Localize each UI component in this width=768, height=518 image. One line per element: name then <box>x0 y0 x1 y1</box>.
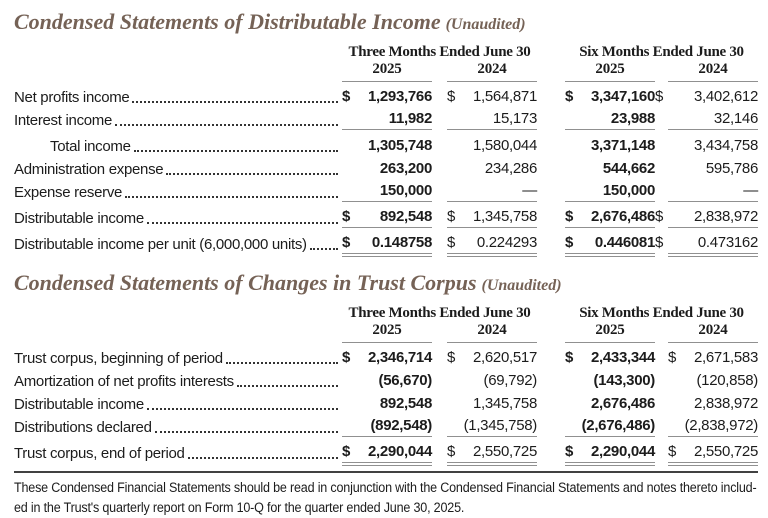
row-label: Total income <box>50 138 131 155</box>
amount-value: 32,146 <box>713 110 758 127</box>
table-row <box>14 440 758 463</box>
amount-value: 263,200 <box>379 160 432 177</box>
amount-value: 0.224293 <box>476 234 537 251</box>
year-header: 2024 <box>668 322 758 343</box>
amount-cell <box>668 417 758 437</box>
year-header-row <box>14 61 758 82</box>
amount-cell <box>565 160 655 179</box>
amount-cell <box>342 417 432 437</box>
amount-value: 1,293,766 <box>367 88 432 105</box>
amount-cell <box>447 208 537 228</box>
dollar-sign: $ <box>342 88 351 105</box>
amount-value: 2,676,486 <box>590 395 655 412</box>
amount-cell <box>565 234 655 254</box>
amount-value: 2,838,972 <box>693 395 758 412</box>
dot-leader <box>310 248 338 250</box>
amount-value: 2,676,486 <box>590 208 655 225</box>
table-row <box>14 205 758 228</box>
amount-cell <box>447 182 537 202</box>
amount-cell <box>342 88 432 107</box>
row-label: Distributable income <box>14 210 144 227</box>
dot-leader <box>166 173 338 175</box>
year-header: 2025 <box>342 322 432 343</box>
table-row <box>14 414 758 437</box>
year-header: 2025 <box>342 61 432 82</box>
amount-value: — <box>522 182 537 199</box>
dot-leader <box>147 408 338 410</box>
amount-cell <box>668 349 758 368</box>
dot-leader <box>237 385 338 387</box>
amount-cell <box>342 208 432 228</box>
distributable-income-section <box>14 9 758 254</box>
year-header: 2024 <box>447 61 537 82</box>
distributable-income-table <box>14 43 758 254</box>
dollar-sign: $ <box>447 443 456 460</box>
amount-value: 23,988 <box>610 110 655 127</box>
amount-cell <box>447 395 537 414</box>
amount-value: (2,838,972) <box>684 417 758 434</box>
amount-cell <box>447 137 537 156</box>
year-header-spacer <box>14 61 342 82</box>
dot-leader <box>115 124 338 126</box>
amount-cell <box>447 372 537 391</box>
amount-cell <box>342 160 432 179</box>
amount-cell <box>668 182 758 202</box>
dollar-sign: $ <box>565 443 574 460</box>
amount-value: 544,662 <box>602 160 655 177</box>
amount-value: 150,000 <box>602 182 655 199</box>
amount-cell <box>447 110 537 130</box>
amount-value: 0.446081 <box>594 234 655 251</box>
amount-value: 892,548 <box>379 395 432 412</box>
amount-cell <box>668 110 758 130</box>
year-header-spacer <box>14 322 342 343</box>
dot-leader <box>147 222 338 224</box>
trust-corpus-section <box>14 270 758 463</box>
dollar-sign: $ <box>342 349 351 366</box>
amount-value: 0.473162 <box>697 234 758 251</box>
row-label: Net profits income <box>14 89 130 106</box>
amount-cell <box>342 349 432 368</box>
amount-value: (2,676,486) <box>581 417 655 434</box>
amount-cell <box>655 208 758 228</box>
table-row <box>14 179 758 202</box>
amount-cell <box>342 372 432 391</box>
dollar-sign: $ <box>342 208 351 225</box>
dollar-sign: $ <box>565 234 574 251</box>
amount-cell <box>668 372 758 391</box>
amount-value: 3,434,758 <box>693 137 758 154</box>
row-label: Amortization of net profits interests <box>14 373 234 390</box>
dollar-sign: $ <box>565 88 574 105</box>
amount-cell <box>668 160 758 179</box>
dollar-sign: $ <box>342 234 351 251</box>
amount-value: 2,671,583 <box>693 349 758 366</box>
amount-value: 1,305,748 <box>367 137 432 154</box>
amount-cell <box>565 88 655 107</box>
table-row <box>14 368 758 391</box>
column-group-header-three-months: Three Months Ended June 30 <box>348 44 531 60</box>
column-group-spacer <box>14 43 342 61</box>
column-group-spacer <box>14 304 342 322</box>
amount-value: 3,347,160 <box>590 88 655 105</box>
section-title-suffix: (Unaudited) <box>445 16 526 33</box>
dollar-sign: $ <box>447 208 456 225</box>
dot-leader <box>125 196 338 198</box>
footer-note-line-2: ed in the Trust's quarterly report on Form 10-Q for the quarter ended June 30, 2025. <box>14 500 465 515</box>
footer-note-text <box>14 478 761 518</box>
amount-value: 11,982 <box>388 110 432 127</box>
dot-leader <box>226 362 338 364</box>
dollar-sign: $ <box>668 443 677 460</box>
amount-cell <box>565 137 655 156</box>
amount-value: 2,433,344 <box>590 349 655 366</box>
amount-cell <box>342 234 432 254</box>
dot-leader <box>188 457 338 459</box>
amount-value: 1,580,044 <box>472 137 537 154</box>
row-label: Interest income <box>14 112 113 129</box>
table-row <box>14 345 758 368</box>
section-title <box>14 9 758 38</box>
table-row <box>14 391 758 414</box>
amount-cell <box>447 417 537 437</box>
dollar-sign: $ <box>655 208 664 225</box>
table-row <box>14 133 758 156</box>
dollar-sign: $ <box>447 349 456 366</box>
column-group-header-three-months: Three Months Ended June 30 <box>348 305 531 321</box>
column-group-header-row <box>14 43 758 61</box>
column-group-header-six-months: Six Months Ended June 30 <box>579 44 744 60</box>
section-title-text: Condensed Statements of Changes in Trust Corpus <box>14 270 477 295</box>
table-row <box>14 156 758 179</box>
amount-value: 2,550,725 <box>472 443 537 460</box>
amount-value: (56,670) <box>378 372 432 389</box>
row-label: Distributions declared <box>14 419 152 436</box>
amount-value: 1,564,871 <box>472 88 537 105</box>
amount-value: 1,345,758 <box>472 208 537 225</box>
amount-value: 2,290,044 <box>590 443 655 460</box>
row-label: Trust corpus, beginning of period <box>14 350 223 367</box>
footer-note-line-1: These Condensed Financial Statements should be read in conjunction with the Condensed Financial Statements and notes thereto includ- <box>14 480 757 495</box>
table-row <box>14 84 758 107</box>
amount-value: 0.148758 <box>371 234 432 251</box>
amount-cell <box>565 417 655 437</box>
amount-cell <box>655 234 758 254</box>
year-header-row <box>14 322 758 343</box>
amount-value: 2,290,044 <box>367 443 432 460</box>
amount-cell <box>565 208 655 228</box>
section-title-text: Condensed Statements of Distributable Income <box>14 9 441 34</box>
amount-cell <box>668 443 758 463</box>
column-group-header-six-months: Six Months Ended June 30 <box>579 305 744 321</box>
section-title <box>14 270 758 299</box>
amount-cell <box>565 110 655 130</box>
dot-leader <box>155 431 338 433</box>
dollar-sign: $ <box>342 443 351 460</box>
dollar-sign: $ <box>668 349 677 366</box>
amount-cell <box>447 160 537 179</box>
year-header: 2024 <box>668 61 758 82</box>
row-label: Expense reserve <box>14 184 123 201</box>
amount-cell <box>447 349 537 368</box>
amount-value: 2,550,725 <box>693 443 758 460</box>
amount-value: 2,620,517 <box>472 349 537 366</box>
row-label: Administration expense <box>14 161 164 178</box>
year-header: 2025 <box>565 61 655 82</box>
amount-value: (1,345,758) <box>463 417 537 434</box>
amount-value: 3,402,612 <box>693 88 758 105</box>
amount-cell <box>447 443 537 463</box>
amount-cell <box>342 137 432 156</box>
amount-cell <box>565 372 655 391</box>
dollar-sign: $ <box>565 349 574 366</box>
amount-cell <box>342 395 432 414</box>
amount-cell <box>447 234 537 254</box>
table-row <box>14 231 758 254</box>
amount-value: — <box>743 182 758 199</box>
table-row <box>14 107 758 130</box>
amount-value: 595,786 <box>705 160 758 177</box>
amount-value: 2,346,714 <box>367 349 432 366</box>
amount-value: 150,000 <box>379 182 432 199</box>
amount-cell <box>565 349 655 368</box>
amount-cell <box>342 443 432 463</box>
amount-value: 15,173 <box>492 110 537 127</box>
amount-value: (143,300) <box>593 372 655 389</box>
row-label: Distributable income per unit (6,000,000 units) <box>14 236 307 253</box>
amount-value: (892,548) <box>370 417 432 434</box>
column-group-header-row <box>14 304 758 322</box>
amount-cell <box>668 137 758 156</box>
amount-cell <box>565 395 655 414</box>
footer-note <box>14 471 758 518</box>
row-label: Trust corpus, end of period <box>14 445 185 462</box>
amount-cell <box>655 88 758 107</box>
amount-value: 892,548 <box>379 208 432 225</box>
dollar-sign: $ <box>655 234 664 251</box>
amount-value: (120,858) <box>696 372 758 389</box>
amount-cell <box>342 182 432 202</box>
amount-value: 1,345,758 <box>472 395 537 412</box>
row-label: Distributable income <box>14 396 144 413</box>
amount-value: 2,838,972 <box>693 208 758 225</box>
year-header: 2024 <box>447 322 537 343</box>
dot-leader <box>132 101 338 103</box>
dollar-sign: $ <box>447 234 456 251</box>
trust-corpus-table <box>14 304 758 463</box>
dollar-sign: $ <box>447 88 456 105</box>
amount-value: 3,371,148 <box>590 137 655 154</box>
amount-cell <box>447 88 537 107</box>
dot-leader <box>134 150 338 152</box>
dollar-sign: $ <box>655 88 664 105</box>
amount-cell <box>565 443 655 463</box>
amount-value: 234,286 <box>484 160 537 177</box>
amount-cell <box>668 395 758 414</box>
section-title-suffix: (Unaudited) <box>481 277 562 294</box>
amount-cell <box>342 110 432 130</box>
amount-value: (69,792) <box>483 372 537 389</box>
year-header: 2025 <box>565 322 655 343</box>
dollar-sign: $ <box>565 208 574 225</box>
amount-cell <box>565 182 655 202</box>
